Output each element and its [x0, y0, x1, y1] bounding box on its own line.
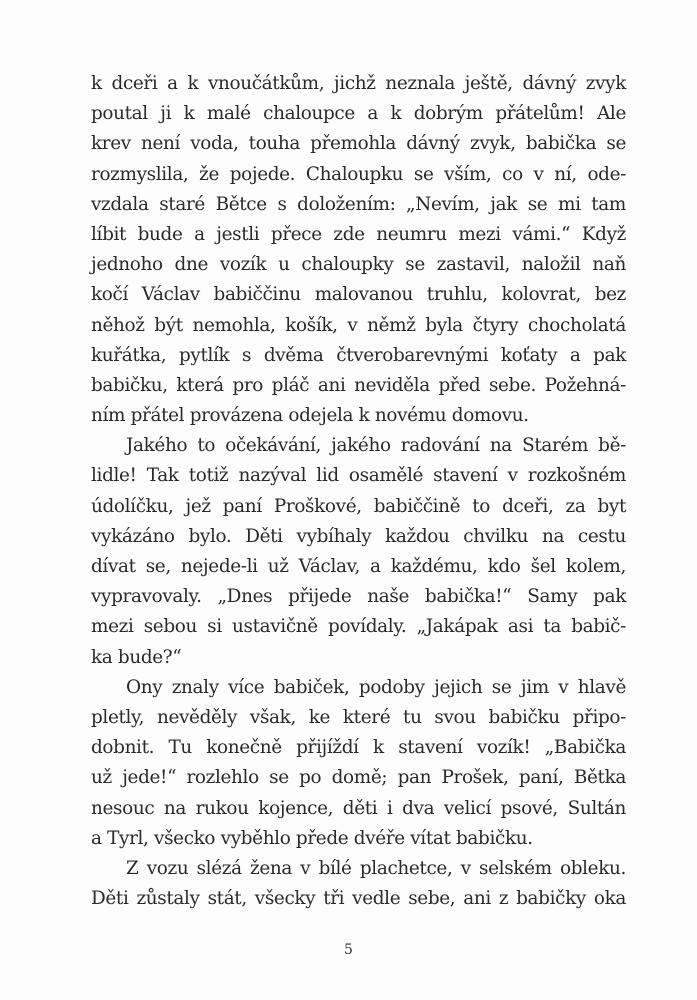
text-line: lidle! Tak totiž nazýval lid osamělé stavení v rozkošném	[91, 465, 626, 487]
text-line: vypravovaly. „Dnes přijede naše babička!“ Samy pak	[91, 586, 626, 608]
page-number: 5	[344, 942, 353, 958]
text-line: Ony znaly více babiček, podoby jejich se jim v hlavě	[126, 676, 626, 698]
text-line: poutal ji k malé chaloupce a k dobrým přátelům! Ale	[91, 103, 626, 125]
text-line: líbit bude a jestli přece zde neumru mezi vámi.“ Když	[91, 223, 626, 245]
text-line: ka bude?“	[91, 646, 182, 668]
text-line: a Tyrl, všecko vyběhlo přede dvéře vítat babičku.	[91, 827, 533, 849]
text-line: nesouc na rukou kojence, děti i dva velicí psové, Sultán	[91, 797, 626, 819]
text-line: kočí Václav babiččinu malovanou truhlu, kolovrat, bez	[91, 284, 626, 306]
text-line: vzdala staré Bětce s doložením: „Nevím, jak se mi tam	[91, 193, 626, 215]
text-line: dobnit. Tu konečně přijíždí k stavení vozík! „Babička	[91, 737, 626, 759]
text-line: rozmyslila, že pojede. Chaloupku se vším, co v ní, ode-	[91, 163, 626, 185]
text-line: jednoho dne vozík u chaloupky se zastavil, naložil naň	[91, 254, 626, 276]
text-line: kuřátka, pytlík s dvěma čtverobarevnými koťaty a pak	[91, 344, 626, 366]
text-line: k dceři a k vnoučátkům, jichž neznala ještě, dávný zvyk	[91, 73, 626, 94]
text-line: krev není voda, touha přemohla dávný zvyk, babička se	[91, 133, 626, 155]
text-line: mezi sebou si ustavičně povídaly. „Jakápak asi ta babič-	[91, 616, 626, 638]
text-line: dívat se, nejede-li už Václav, a každému, kdo šel kolem,	[91, 556, 626, 577]
text-line: něhož být nemohla, košík, v němž byla čtyry chocholatá	[91, 314, 626, 336]
text-line: ním přátel provázena odejela k novému domovu.	[91, 405, 529, 427]
text-line: Jakého to očekávání, jakého radování na Starém bě-	[126, 435, 626, 457]
text-line: pletly, nevěděly však, ke které tu svou babičku připo-	[91, 706, 626, 728]
text-line: údolíčku, jež paní Proškové, babiččině to dceři, za byt	[91, 495, 626, 517]
text-line: Z vozu slézá žena v bílé plachetce, v selském obleku.	[126, 857, 626, 879]
text-line: už jede!“ rozlehlo se po domě; pan Prošek, paní, Bětka	[91, 767, 626, 789]
body-text	[91, 69, 626, 914]
text-line: Děti zůstaly stát, všecky tři vedle sebe, ani z babičky oka	[91, 888, 626, 910]
text-line: babičku, která pro pláč ani neviděla před sebe. Požehná-	[91, 374, 626, 396]
text-line: vykázáno bylo. Děti vybíhaly každou chvilku na cestu	[91, 525, 626, 547]
